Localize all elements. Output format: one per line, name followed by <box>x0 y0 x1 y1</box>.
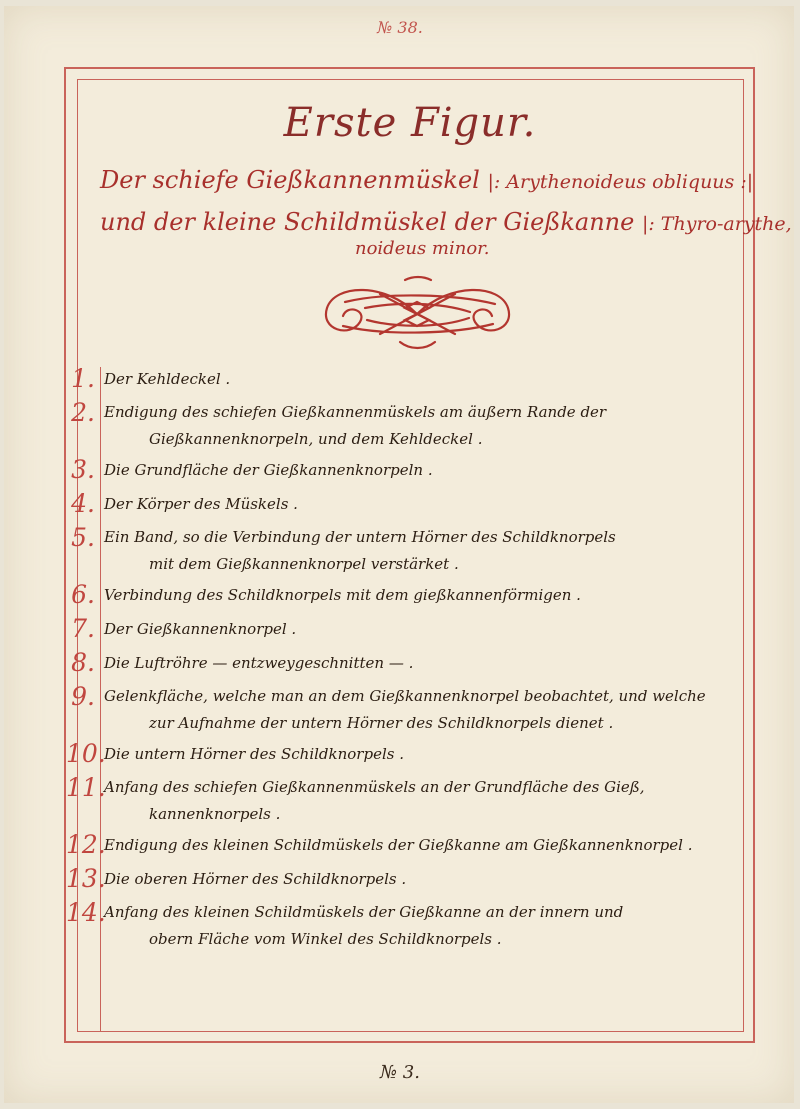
legend-entry <box>66 612 746 646</box>
entry-text-line: Verbindung des Schildknorpels mit dem gießkannenförmigen . <box>104 586 581 604</box>
legend-entry <box>66 521 746 578</box>
entry-text-line: Der Kehldeckel . <box>104 370 231 388</box>
legend-entry <box>66 896 746 953</box>
legend-entry <box>66 453 746 487</box>
entry-text-line: Endigung des schiefen Gießkannenmüskels am äußern Rande der <box>104 403 607 421</box>
entry-number: 1. <box>71 364 95 393</box>
entry-text <box>104 646 746 680</box>
calligraphic-flourish-ornament <box>305 272 530 357</box>
entry-text-line: Gelenkfläche, welche man an dem Gießkannenknorpel beobachtet, und welche <box>104 687 706 705</box>
subtitle-german-1: Der schiefe Gießkannenmüskel <box>100 166 480 194</box>
entry-text-line: Der Körper des Müskels . <box>104 495 298 513</box>
entry-text-line: mit dem Gießkannenknorpel verstärket . <box>149 555 459 573</box>
entry-text-line: kannenknorpels . <box>149 805 281 823</box>
entry-text-line: Anfang des schiefen Gießkannenmüskels an der Grundfläche des Gieß, <box>104 778 645 796</box>
legend-entry <box>66 828 746 862</box>
entry-text <box>104 453 746 487</box>
entry-text <box>104 737 746 771</box>
entry-text-line: Der Gießkannenknorpel . <box>104 620 297 638</box>
entry-number: 8. <box>71 648 95 677</box>
entry-text <box>104 828 746 862</box>
entry-text <box>104 896 746 953</box>
entry-text-line: Die untern Hörner des Schildknorpels . <box>104 745 404 763</box>
entry-text <box>104 487 746 521</box>
entry-text <box>104 862 746 896</box>
entry-text <box>104 612 746 646</box>
entry-text-line: Die Grundfläche der Gießkannenknorpeln . <box>104 461 433 479</box>
entry-text-line: Endigung des kleinen Schildmüskels der Gießkanne am Gießkannenknorpel . <box>104 836 693 854</box>
entry-text-line: Ein Band, so die Verbindung der untern Hörner des Schildknorpels <box>104 528 616 546</box>
legend-entry <box>66 680 746 737</box>
entry-number: 11. <box>66 773 106 802</box>
entry-number: 5. <box>71 523 95 552</box>
subtitle-latin-3: noideus minor. <box>355 238 490 259</box>
subtitle-latin-1: |: Arythenoideus obliquus :| <box>487 171 754 193</box>
entry-text <box>104 680 746 737</box>
entry-text-line: Gießkannenknorpeln, und dem Kehldeckel . <box>149 430 483 448</box>
page-title: Erste Figur. <box>283 100 537 146</box>
entry-text <box>104 771 746 828</box>
page-footer-number: № 3. <box>380 1062 420 1083</box>
entry-number: 4. <box>71 489 95 518</box>
entry-number: 12. <box>66 830 106 859</box>
entry-text <box>104 396 746 453</box>
entry-number: 2. <box>71 398 95 427</box>
entry-number: 13. <box>66 864 106 893</box>
subtitle-german-2: und der kleine Schildmüskel der Gießkanne <box>100 208 635 236</box>
entry-text-line: Die Luftröhre — entzweygeschnitten — . <box>104 654 414 672</box>
legend-entry <box>66 362 746 396</box>
legend-entry <box>66 578 746 612</box>
legend-entry <box>66 646 746 680</box>
legend-entry <box>66 737 746 771</box>
entry-text <box>104 362 746 396</box>
entry-text <box>104 578 746 612</box>
legend-entry <box>66 487 746 521</box>
entry-number: 7. <box>71 614 95 643</box>
entry-number: 6. <box>71 580 95 609</box>
entry-text-line: Die oberen Hörner des Schildknorpels . <box>104 870 407 888</box>
legend-entry <box>66 396 746 453</box>
entry-text-line: obern Fläche vom Winkel des Schildknorpels . <box>149 930 502 948</box>
entry-text <box>104 521 746 578</box>
legend-entry-list <box>66 362 746 953</box>
entry-number: 10. <box>66 739 106 768</box>
entry-number: 3. <box>71 455 95 484</box>
entry-text-line: zur Aufnahme der untern Hörner des Schildknorpels dienet . <box>149 714 614 732</box>
entry-text-line: Anfang des kleinen Schildmüskels der Gießkanne an der innern und <box>104 903 624 921</box>
entry-number: 14. <box>66 898 106 927</box>
entry-number: 9. <box>71 682 95 711</box>
figure-subtitle <box>100 160 792 260</box>
legend-entry <box>66 862 746 896</box>
subtitle-latin-2: |: Thyro-arythe, <box>641 213 792 235</box>
sheet-number: № 38. <box>377 18 423 37</box>
legend-entry <box>66 771 746 828</box>
subtitle-line-1 <box>100 160 760 202</box>
